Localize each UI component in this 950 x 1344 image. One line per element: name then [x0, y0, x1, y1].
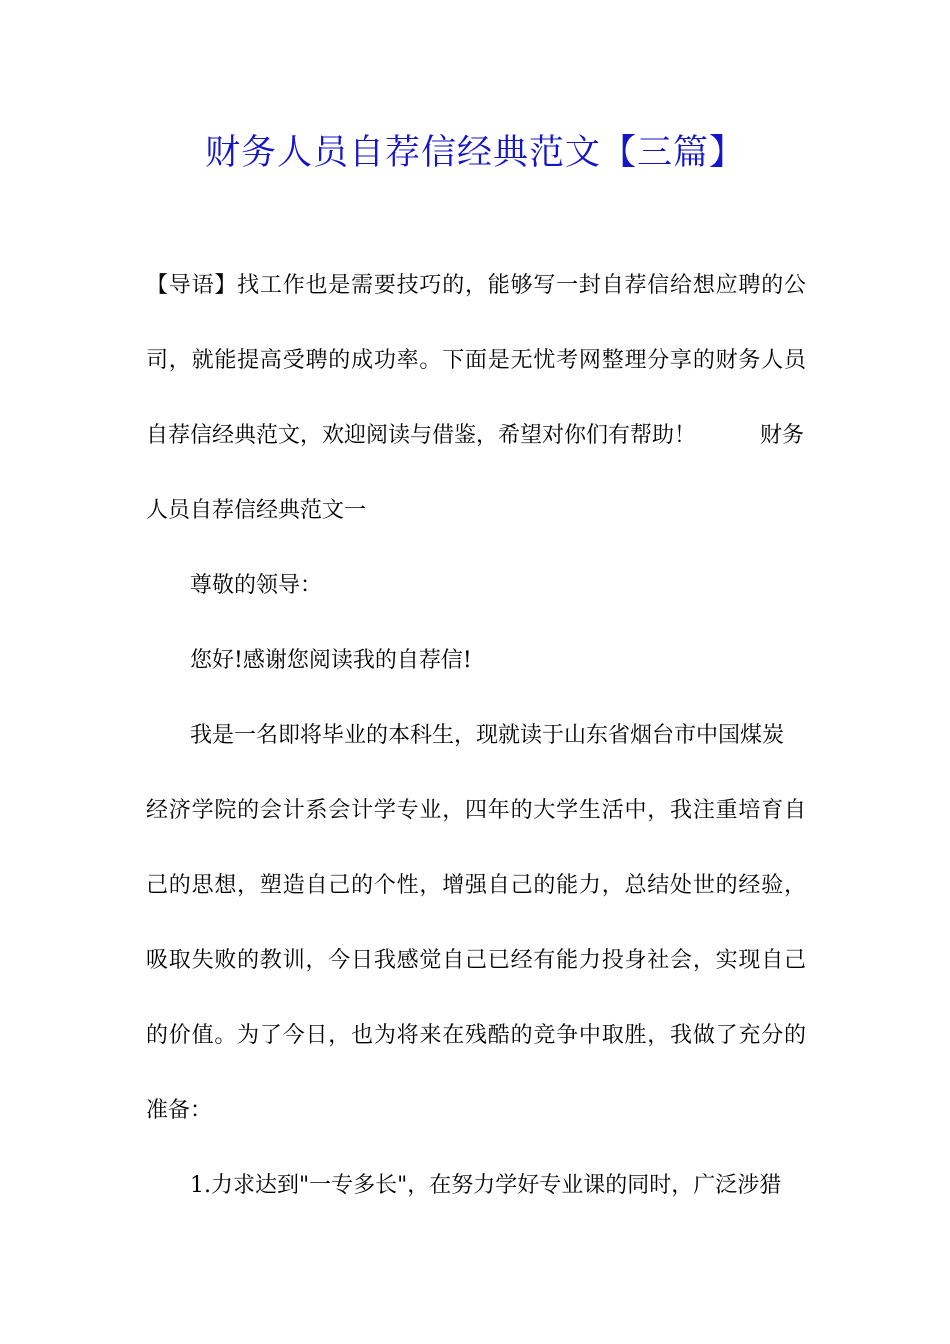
paragraph-text: 司，就能提高受聘的成功率。下面是无忧考网整理分享的财务人员: [146, 348, 806, 373]
text-line-11: [0, 1016, 950, 1056]
text-line-4: [0, 491, 950, 531]
text-line-10: [0, 941, 950, 981]
text-line-2: [0, 341, 950, 381]
text-line-5: [0, 566, 950, 606]
list-item-text: 1.力求达到"一专多长"，在努力学好专业课的同时，广泛涉猎: [190, 1173, 782, 1198]
paragraph-text: 的价值。为了今日，也为将来在残酷的竞争中取胜，我做了充分的: [146, 1023, 806, 1048]
paragraph-text: 【导语】找工作也是需要技巧的，能够写一封自荐信给想应聘的公: [146, 273, 806, 298]
text-line-3: [0, 416, 950, 456]
text-line-6: [0, 641, 950, 681]
salutation: 尊敬的领导：: [190, 573, 323, 598]
paragraph-text: 我是一名即将毕业的本科生，现就读于山东省烟台市中国煤炭: [190, 723, 785, 748]
paragraph-text: 自荐信经典范文，欢迎阅读与借鉴，希望对你们有帮助！: [146, 423, 697, 448]
paragraph-text: 准备：: [146, 1098, 213, 1123]
text-line-13: [0, 1166, 950, 1206]
paragraph-text: 经济学院的会计系会计学专业，四年的大学生活中，我注重培育自: [146, 798, 806, 823]
paragraph-text: 财务: [759, 423, 804, 448]
text-line-1: [0, 266, 950, 306]
text-line-12: [0, 1091, 950, 1131]
paragraph-text: 己的思想，塑造自己的个性，增强自己的能力，总结处世的经验，: [146, 873, 806, 898]
document-title: 财务人员自荐信经典范文【三篇】: [204, 133, 745, 173]
paragraph-text: 人员自荐信经典范文一: [146, 498, 367, 523]
text-line-7: [0, 716, 950, 756]
text-line-9: [0, 866, 950, 906]
greeting: 您好!感谢您阅读我的自荐信!: [190, 648, 472, 673]
paragraph-text: 吸取失败的教训，今日我感觉自己已经有能力投身社会，实现自己: [146, 948, 806, 973]
text-line-8: [0, 791, 950, 831]
